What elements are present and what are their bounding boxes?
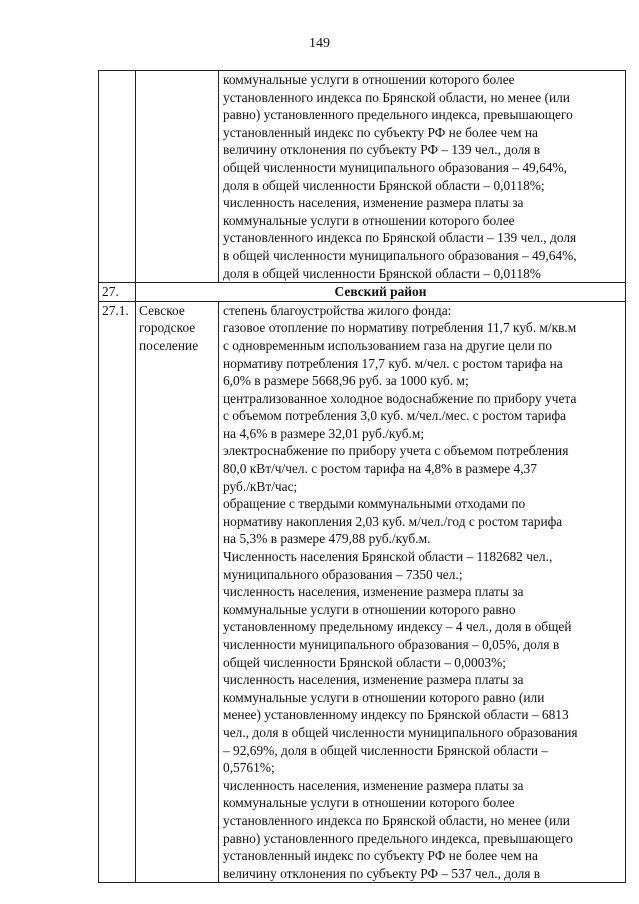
text-line: равно) установленного предельного индекса, превышающего [223,830,573,846]
continuation-name-cell [136,71,219,283]
text-line: численность населения, изменение размера платы за [223,777,524,793]
text-line: коммунальные услуги в отношении которого более [223,795,515,811]
text-line: с объемом потребления 3,0 куб. м/чел./мес. с ростом тарифа [223,408,567,424]
text-line: доля в общей численности Брянской области – 0,0118%; [223,177,545,193]
text-line: нормативу потребления 17,7 куб. м/чел. с ростом тарифа на [223,355,563,371]
text-line: менее) установленному индексу по Брянской области – 6813 [223,707,569,723]
text-line: коммунальные услуги в отношении которого более [223,212,515,228]
settlement-text-cell [219,301,626,883]
text-line: 0,5761%; [223,760,275,776]
continuation-row [99,71,626,283]
text-line: установленный индекс по субъекту РФ не более чем на [223,124,538,140]
settlement-name-line: Севское [139,302,185,318]
text-line: – 92,69%, доля в общей численности Брянской области – [223,742,549,758]
text-line: численности муниципального образования – 0,05%, доля в [223,637,560,652]
text-line: коммунальные услуги в отношении которого равно (или [223,689,545,705]
text-line: доля в общей численности Брянской области – 0,0118% [223,265,541,281]
settlement-name-line: городское [139,320,196,336]
text-line: 80,0 кВт/ч/чел. с ростом тарифа на 4,8% в размере 4,37 [223,461,537,477]
text-line: Численность населения Брянской области – 1182682 чел., [223,549,553,565]
text-line: общей численности Брянской области – 0,0003%; [223,654,506,670]
text-line: муниципального образования – 7350 чел.; [223,566,463,582]
text-line: численность населения, изменение размера платы за [223,584,524,600]
text-line: электроснабжение по прибору учета с объемом потребления [223,443,569,459]
settlement-row [99,301,626,883]
settlement-number: 27.1. [99,301,136,883]
text-line: установленному предельному индексу – 4 чел., доля в общей [223,619,572,635]
text-line: величину отклонения по субъекту РФ – 139 чел., доля в [223,142,541,158]
text-line: 6,0% в размере 5668,96 руб. за 1000 куб. м; [223,373,469,389]
text-line: установленный индекс по субъекту РФ не более чем на [223,848,538,864]
district-number: 27. [99,283,136,302]
settlement-name-line: поселение [139,337,199,353]
text-line: численность населения, изменение размера платы за [223,195,524,211]
text-line: в общей численности муниципального образования – 49,64%, [223,247,577,263]
text-line: руб./кВт/час; [223,478,298,494]
text-line: установленного индекса по Брянской области, но менее (или [223,89,570,105]
district-row [99,283,626,302]
text-line: степень благоустройства жилого фонда: [223,302,452,318]
continuation-number-cell [99,71,136,283]
text-line: величину отклонения по субъекту РФ – 537 чел., доля в [223,865,541,881]
text-line: чел., доля в общей численности муниципального образования [223,724,578,740]
text-line: нормативу накопления 2,03 куб. м/чел./год с ростом тарифа [223,513,563,529]
text-line: установленного индекса по Брянской области – 139 чел., доля [223,230,577,246]
text-line: установленного индекса по Брянской области, но менее (или [223,812,570,828]
text-line: коммунальные услуги в отношении которого равно [223,601,516,617]
text-line: численность населения, изменение размера платы за [223,672,524,688]
text-line: обращение с твердыми коммунальными отходами по [223,496,526,512]
text-line: газовое отопление по нормативу потребления 11,7 куб. м/кв.м [223,320,577,336]
text-line: общей численности муниципального образования – 49,64%, [223,159,567,175]
text-line: централизованное холодное водоснабжение по прибору учета [223,390,577,406]
continuation-text-cell [219,71,626,283]
text-line: на 4,6% в размере 32,01 руб./куб.м; [223,425,425,441]
settlement-name-cell [136,301,219,883]
text-line: равно) установленного предельного индекса, превышающего [223,107,573,123]
text-line: коммунальные услуги в отношении которого более [223,72,515,87]
district-title: Севский район [136,283,626,302]
page-number: 149 [309,36,330,51]
text-line: на 5,3% в размере 479,88 руб./куб.м. [223,531,431,547]
document-table [98,70,626,883]
text-line: с одновременным использованием газа на другие цели по [223,337,553,353]
